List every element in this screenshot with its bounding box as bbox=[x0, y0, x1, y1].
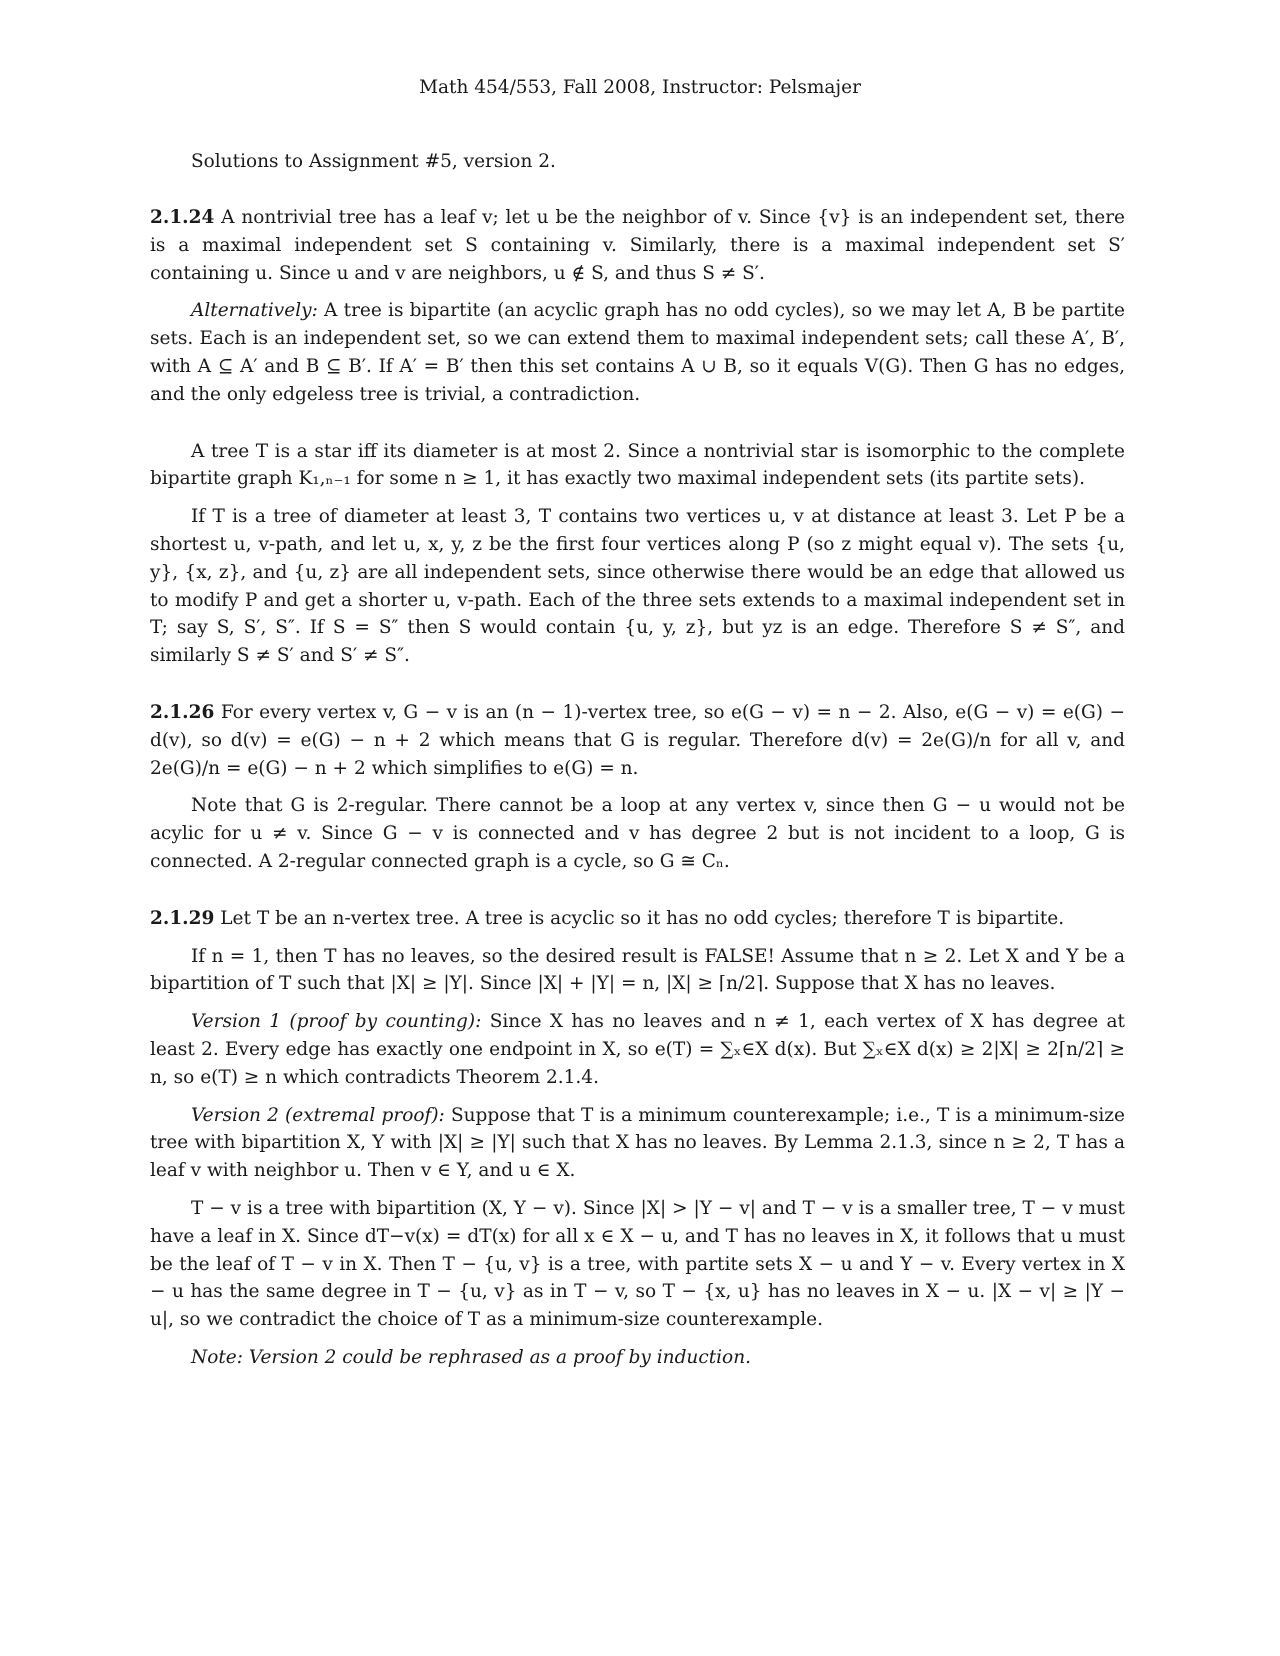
solution-2-1-26-p2: Note that G is 2-regular. There cannot be a loop at any vertex v, since then G − u would not be acylic for u ≠ v. Since G − v is connected and v has degree 2 but is not incident to a loop, G is connected. A 2-regular connected graph is a cycle, so G ≅ Cₙ. bbox=[150, 795, 1125, 872]
solution-2-1-29-p4: Version 2 (extremal proof): Suppose that T is a minimum counterexample; i.e., T is a minimum-size tree with bipartition X, Y with |X| ≥ |Y| such that X has no leaves. By Lemma 2.1.3, since n ≥ 2, T has a leaf v with neighbor u. Then v ∈ Y, and u ∈ X. bbox=[150, 1104, 1125, 1182]
solution-2-1-24-p4: If T is a tree of diameter at least 3, T contains two vertices u, v at distance at least 3. Let P be a shortest u, v-path, and let u, x, y, z be the first four vertices along P (so z might equal v). The sets {u, y}, {x, z}, and {u, z} are all independent sets, since otherwise there would be an edge that allowed us to modify P and get a shorter u, v-path. Each of the three sets extends to a maximal independent set in T; say S, S′, S″. If S = S″ then S would contain {u, y, z}, but yz is an edge. Therefore S ≠ S″, and similarly S ≠ S′ and S′ ≠ S″. bbox=[150, 506, 1125, 667]
problem-number: 2.1.24 bbox=[150, 207, 215, 228]
paragraph-label: Version 2 (extremal proof): bbox=[191, 1104, 445, 1126]
solutions-body bbox=[150, 204, 1125, 1372]
solution-2-1-24-p3: A tree T is a star iff its diameter is at most 2. Since a nontrivial star is isomorphic to the complete bipartite graph K₁,ₙ₋₁ for some n ≥ 1, it has exactly two maximal independent sets (its partite sets). bbox=[150, 440, 1125, 490]
solution-2-1-24-p1: 2.1.24 A nontrivial tree has a leaf v; let u be the neighbor of v. Since {v} is an independent set, there is a maximal independent set S containing v. Similarly, there is a maximal independent set S′ containing u. Since u and v are neighbors, u ∉ S, and thus S ≠ S′. bbox=[150, 207, 1126, 284]
solution-2-1-24-p2: Alternatively: A tree is bipartite (an acyclic graph has no odd cycles), so we may let A, B be partite sets. Each is an independent set, so we can extend them to maximal independent sets; call these A′, B′, with A ⊆ A′ and B ⊆ B′. If A′ = B′ then this set contains A ∪ B, so it equals V(G). Then G has no edges, and the only edgeless tree is trivial, a contradiction. bbox=[150, 300, 1126, 405]
paragraph-label: Alternatively: bbox=[191, 300, 318, 322]
solution-2-1-26-p1: 2.1.26 For every vertex v, G − v is an (n − 1)-vertex tree, so e(G − v) = n − 2. Also, e(G − v) = e(G) − d(v), so d(v) = e(G) − n + 2 which means that G is regular. Therefore d(v) = 2e(G)/n for all v, and 2e(G)/n = e(G) − n + 2 which simplifies to e(G) = n. bbox=[150, 701, 1125, 779]
solution-2-1-29-p3: Version 1 (proof by counting): Since X has no leaves and n ≠ 1, each vertex of X has degree at least 2. Every edge has exactly one endpoint in X, so e(T) = ∑ₓ∈X d(x). But ∑ₓ∈X d(x) ≥ 2|X| ≥ 2⌈n/2⌉ ≥ n, so e(T) ≥ n which contradicts Theorem 2.1.4. bbox=[150, 1011, 1125, 1088]
closing-note: Note: Version 2 could be rephrased as a proof by induction. bbox=[191, 1346, 751, 1368]
paragraph-label: Version 1 (proof by counting): bbox=[191, 1011, 482, 1033]
intro-line: Solutions to Assignment #5, version 2. bbox=[191, 151, 556, 172]
problem-number: 2.1.26 bbox=[150, 701, 215, 723]
solution-2-1-29-p5: T − v is a tree with bipartition (X, Y − v). Since |X| > |Y − v| and T − v is a smaller tree, T − v must have a leaf in X. Since dT−v(x) = dT(x) for all x ∈ X − u, and T has no leaves in X, it follows that u must be the leaf of T − v in X. Then T − {u, v} is a tree, with partite sets X − u and Y − v. Every vertex in X − u has the same degree in T − {u, v} as in T − v, so T − {x, u} has no leaves in X − u. |X − v| ≥ |Y − u|, so we contradict the choice of T as a minimum-size counterexample. bbox=[150, 1197, 1125, 1331]
page-header: Math 454/553, Fall 2008, Instructor: Pelsmajer bbox=[419, 77, 861, 98]
solution-2-1-29-p1: 2.1.29 Let T be an n-vertex tree. A tree is acyclic so it has no odd cycles; therefore T is bipartite. bbox=[150, 907, 1065, 929]
solution-2-1-29-p2: If n = 1, then T has no leaves, so the desired result is FALSE! Assume that n ≥ 2. Let X and Y be a bipartition of T such that |X| ≥ |Y|. Since |X| + |Y| = n, |X| ≥ ⌈n/2⌉. Suppose that X has no leaves. bbox=[150, 945, 1125, 995]
problem-number: 2.1.29 bbox=[150, 907, 215, 929]
